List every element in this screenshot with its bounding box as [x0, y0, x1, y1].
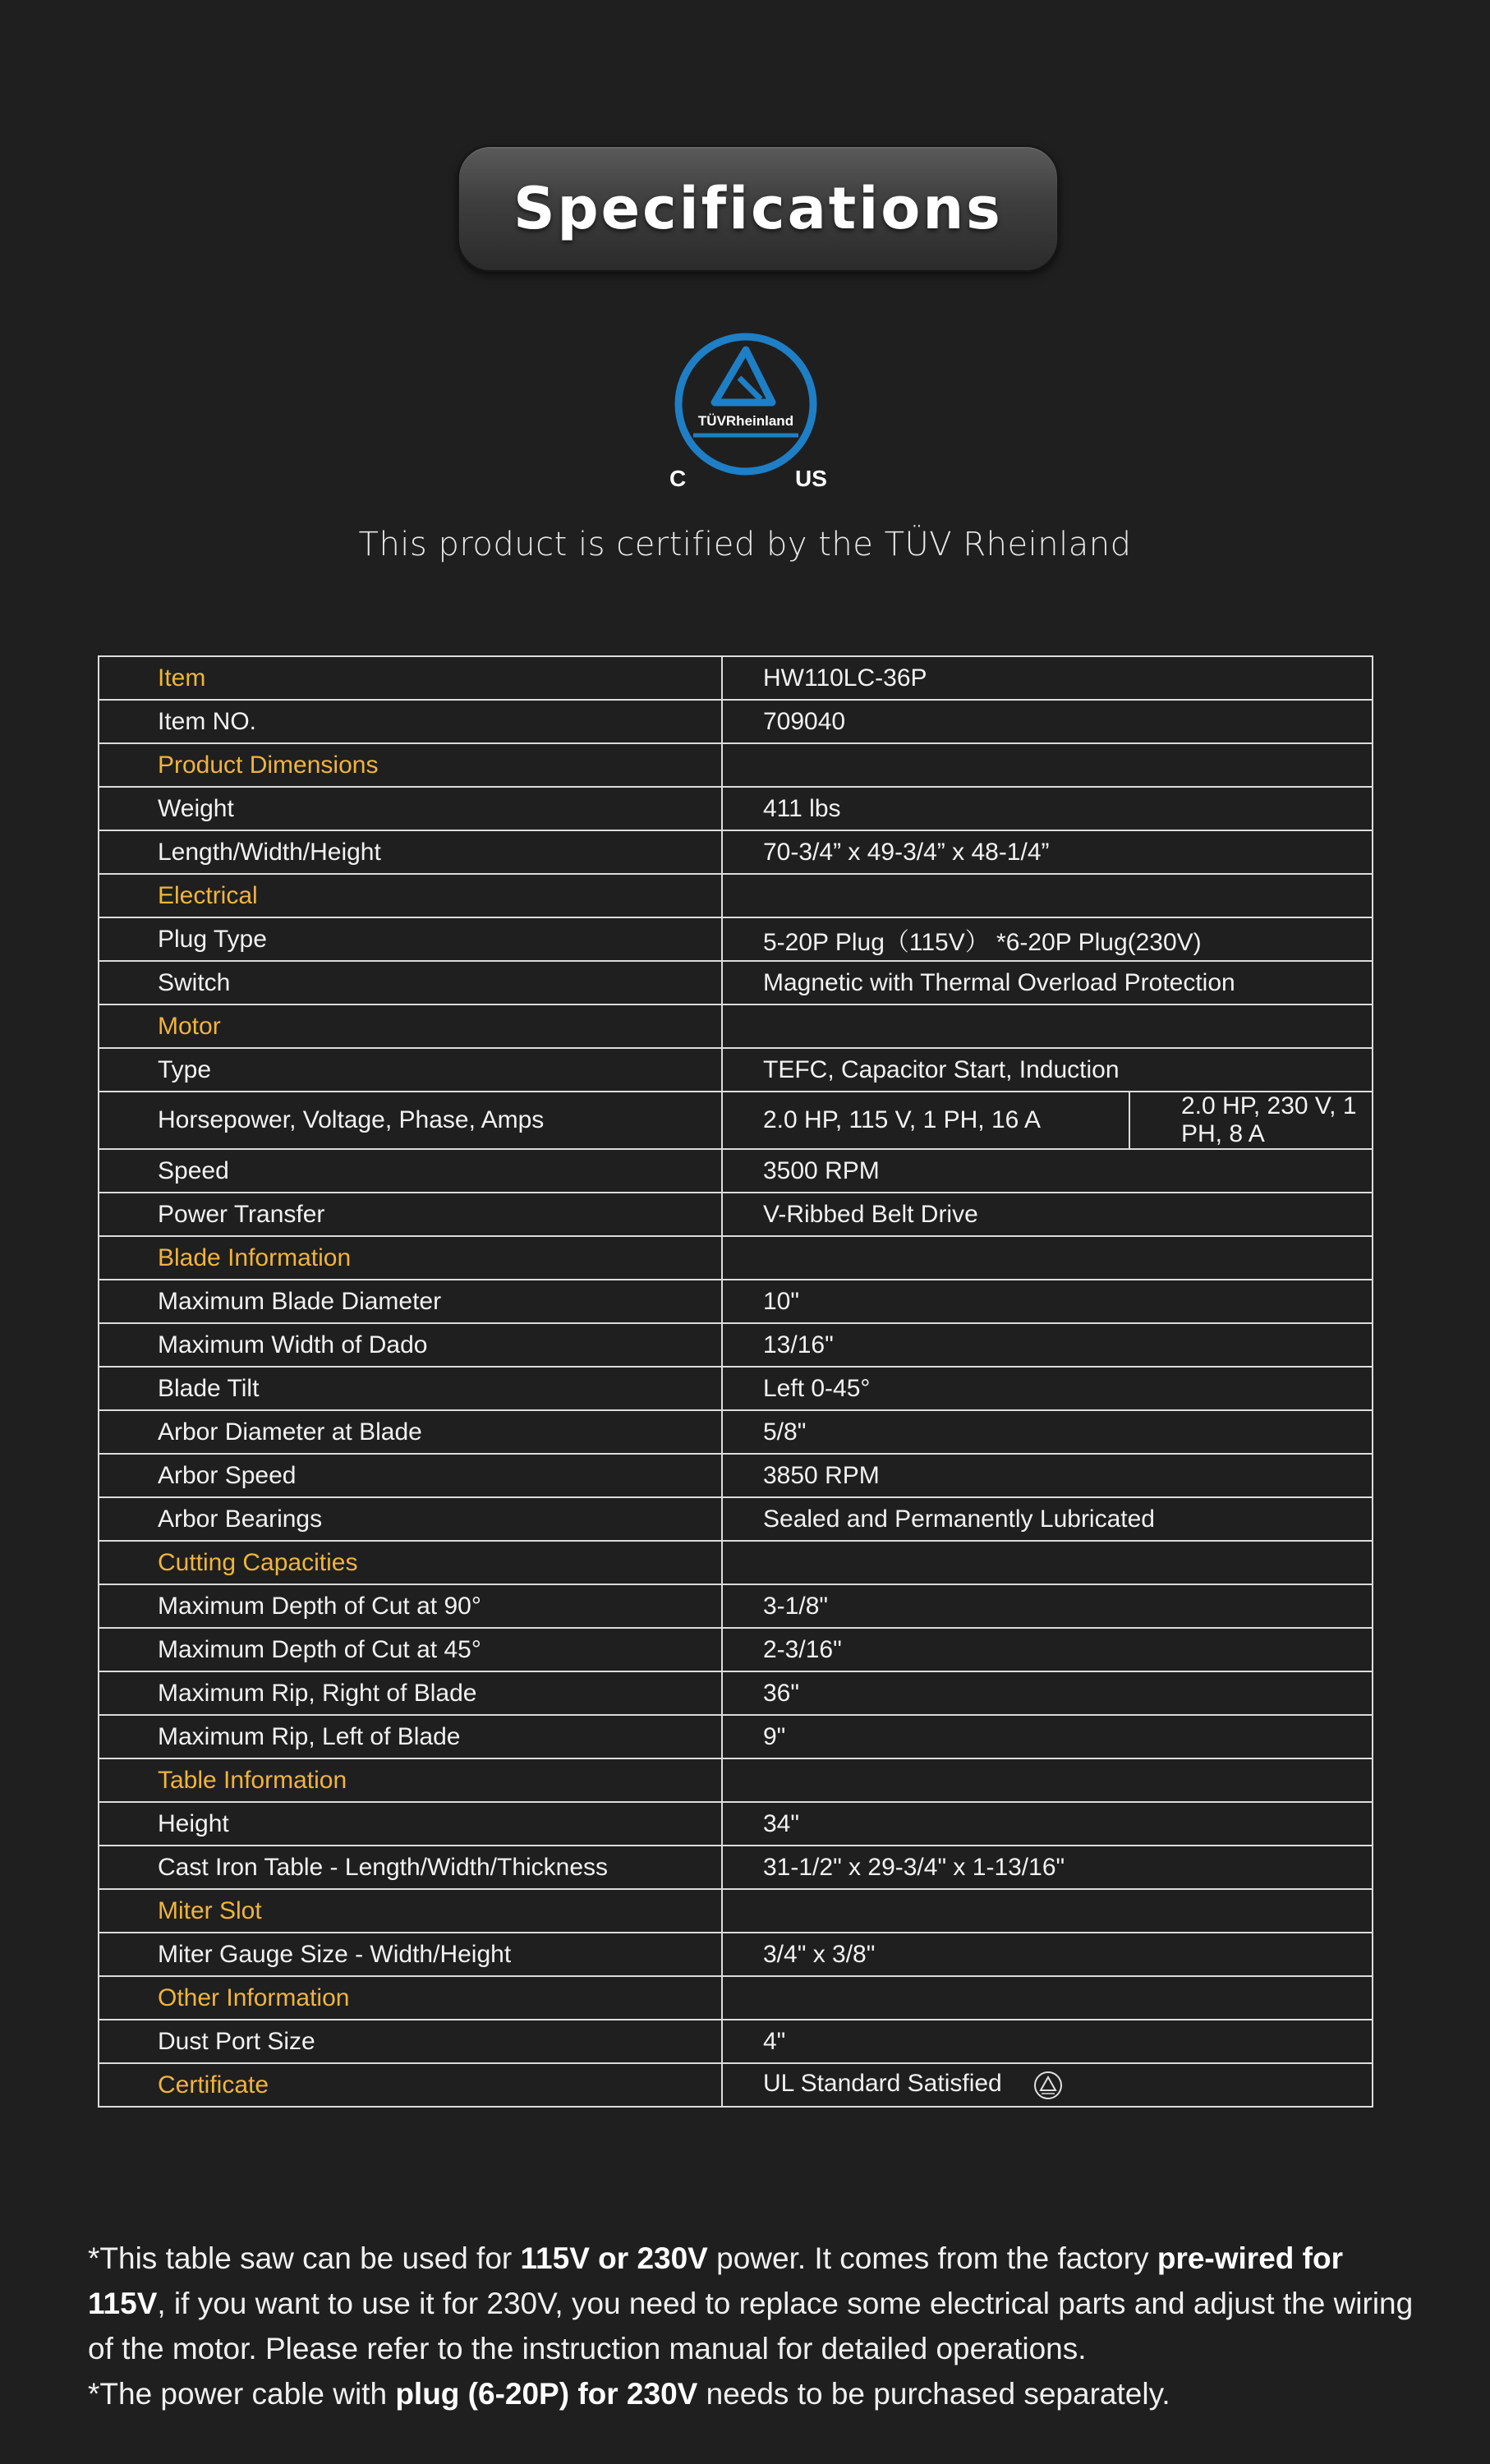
spec-row	[99, 1048, 1373, 1092]
certification-statement: This product is certified by the TÜV Rheinland	[358, 526, 1132, 563]
spec-value	[722, 1758, 1373, 1802]
spec-row	[99, 1976, 1373, 2020]
spec-value	[722, 1454, 1373, 1497]
spec-section-label: Item	[99, 656, 722, 700]
spec-row	[99, 2020, 1373, 2063]
spec-row	[99, 961, 1373, 1004]
spec-row	[99, 874, 1373, 917]
spec-row	[99, 1367, 1373, 1410]
spec-value-text: 3/4" x 3/8"	[763, 1940, 876, 1968]
spec-row	[99, 1004, 1373, 1048]
spec-value	[722, 743, 1373, 787]
spec-value-text: 36"	[763, 1679, 800, 1707]
spec-value	[722, 1004, 1373, 1048]
spec-value-text: 2.0 HP, 115 V, 1 PH, 16 A	[763, 1106, 1042, 1133]
spec-value-230v: 2.0 HP, 230 V, 1 PH, 8 A	[1129, 1092, 1373, 1149]
spec-label: Plug Type	[99, 917, 722, 961]
spec-row	[99, 1410, 1373, 1454]
spec-value	[722, 1889, 1373, 1933]
spec-label: Miter Gauge Size - Width/Height	[99, 1933, 722, 1976]
spec-section-label: Other Information	[99, 1976, 722, 2020]
spec-value-text: 70-3/4” x 49-3/4” x 48-1/4”	[763, 838, 1050, 866]
tuv-logo-text: TÜVRheinland	[697, 413, 794, 429]
spec-value-text: 5-20P Plug（115V） *6-20P Plug(230V)	[763, 928, 1202, 956]
spec-value	[722, 1976, 1373, 2020]
spec-value	[722, 1846, 1373, 1889]
spec-section-label: Miter Slot	[99, 1889, 722, 1933]
spec-value	[722, 1541, 1373, 1584]
spec-value-text: 13/16"	[763, 1331, 834, 1358]
spec-value-text: 3-1/8"	[763, 1592, 829, 1620]
spec-row	[99, 1092, 1373, 1149]
spec-row	[99, 830, 1373, 874]
spec-label: Horsepower, Voltage, Phase, Amps	[99, 1092, 722, 1149]
footnote-power-cable: *The power cable with plug (6-20P) for 230V needs to be purchased separately.	[88, 2377, 1170, 2411]
spec-value	[722, 1048, 1373, 1092]
spec-value-text: Magnetic with Thermal Overload Protection	[763, 968, 1235, 996]
spec-value-text: 9"	[763, 1722, 786, 1750]
spec-row	[99, 743, 1373, 787]
spec-value	[722, 2063, 1373, 2107]
spec-value	[722, 917, 1373, 961]
spec-section-label: Electrical	[99, 874, 722, 917]
spec-value	[722, 830, 1373, 874]
spec-row	[99, 1149, 1373, 1193]
footnote-voltage: *This table saw can be used for 115V or 230V power. It comes from the factory pre-wired for 115V, if you want to use it for 230V, you need to replace some electrical parts and adjust the wiring of the motor. Please refer to the instruction manual for detailed operations.	[88, 2241, 1414, 2365]
spec-value-text: V-Ribbed Belt Drive	[763, 1200, 978, 1228]
spec-row	[99, 1454, 1373, 1497]
spec-row	[99, 656, 1373, 700]
spec-value	[722, 1149, 1373, 1193]
spec-value-text: HW110LC-36P	[763, 664, 927, 692]
spec-row	[99, 1889, 1373, 1933]
spec-section-label: Motor	[99, 1004, 722, 1048]
spec-label: Maximum Blade Diameter	[99, 1280, 722, 1323]
spec-value	[722, 1584, 1373, 1628]
spec-label: Length/Width/Height	[99, 830, 722, 874]
spec-value-text: UL Standard Satisfied	[763, 2070, 1002, 2098]
spec-value	[722, 1323, 1373, 1367]
spec-label: Arbor Speed	[99, 1454, 722, 1497]
spec-value	[722, 2020, 1373, 2063]
spec-row	[99, 1236, 1373, 1280]
spec-label: Arbor Diameter at Blade	[99, 1410, 722, 1454]
spec-value	[722, 787, 1373, 830]
spec-value	[722, 700, 1373, 743]
spec-row	[99, 1671, 1373, 1715]
spec-section-label: Cutting Capacities	[99, 1541, 722, 1584]
spec-value	[722, 1497, 1373, 1541]
spec-row	[99, 1497, 1373, 1541]
spec-label: Blade Tilt	[99, 1367, 722, 1410]
page-title: Specifications	[513, 175, 1003, 242]
spec-label: Item NO.	[99, 700, 722, 743]
spec-label: Switch	[99, 961, 722, 1004]
spec-label: Maximum Rip, Left of Blade	[99, 1715, 722, 1758]
spec-row	[99, 1802, 1373, 1846]
footnote	[88, 2236, 1419, 2416]
spec-row	[99, 2063, 1373, 2107]
spec-value	[722, 1092, 1129, 1149]
spec-label: Maximum Depth of Cut at 90°	[99, 1584, 722, 1628]
c-mark: C	[669, 466, 687, 491]
spec-row	[99, 1758, 1373, 1802]
spec-row	[99, 1193, 1373, 1236]
spec-value-text: 411 lbs	[763, 794, 841, 822]
spec-value-text: 31-1/2" x 29-3/4" x 1-13/16"	[763, 1853, 1065, 1881]
spec-label: Cast Iron Table - Length/Width/Thickness	[99, 1846, 722, 1889]
spec-label: Weight	[99, 787, 722, 830]
spec-value	[722, 1628, 1373, 1671]
spec-row	[99, 787, 1373, 830]
spec-row	[99, 1280, 1373, 1323]
spec-label: Type	[99, 1048, 722, 1092]
spec-value	[722, 1715, 1373, 1758]
spec-value-text: 3850 RPM	[763, 1461, 880, 1489]
spec-row	[99, 917, 1373, 961]
spec-value-text: 2-3/16"	[763, 1635, 842, 1663]
spec-label: Dust Port Size	[99, 2020, 722, 2063]
spec-section-label: Table Information	[99, 1758, 722, 1802]
spec-label: Maximum Depth of Cut at 45°	[99, 1628, 722, 1671]
spec-row	[99, 1541, 1373, 1584]
spec-value	[722, 1410, 1373, 1454]
spec-section-label: Blade Information	[99, 1236, 722, 1280]
spec-label: Maximum Width of Dado	[99, 1323, 722, 1367]
spec-section-label: Certificate	[99, 2063, 722, 2107]
spec-label: Power Transfer	[99, 1193, 722, 1236]
spec-value-text: 3500 RPM	[763, 1156, 880, 1184]
spec-label: Maximum Rip, Right of Blade	[99, 1671, 722, 1715]
us-mark: US	[795, 466, 827, 491]
spec-row	[99, 1628, 1373, 1671]
spec-value	[722, 1193, 1373, 1236]
spec-value	[722, 1671, 1373, 1715]
spec-value-text: 34"	[763, 1809, 800, 1837]
tuv-triangle-icon	[1033, 2071, 1063, 2100]
spec-value	[722, 656, 1373, 700]
spec-row	[99, 1933, 1373, 1976]
spec-label: Arbor Bearings	[99, 1497, 722, 1541]
spec-value	[722, 1280, 1373, 1323]
specifications-table	[98, 655, 1373, 2108]
specifications-title-banner	[458, 145, 1059, 272]
spec-value	[722, 874, 1373, 917]
spec-label: Speed	[99, 1149, 722, 1193]
spec-value-text: 10"	[763, 1287, 800, 1315]
spec-value	[722, 1367, 1373, 1410]
spec-value-text: 5/8"	[763, 1418, 807, 1446]
spec-value-text: Sealed and Permanently Lubricated	[763, 1505, 1155, 1533]
spec-row	[99, 700, 1373, 743]
spec-value-text: Left 0-45°	[763, 1374, 871, 1402]
spec-value-text: 709040	[763, 707, 846, 735]
spec-value-text: 4"	[763, 2027, 786, 2055]
spec-value-text: TEFC, Capacitor Start, Induction	[763, 1055, 1120, 1083]
spec-row	[99, 1584, 1373, 1628]
spec-value	[722, 1933, 1373, 1976]
spec-row	[99, 1846, 1373, 1889]
spec-value	[722, 1236, 1373, 1280]
spec-row	[99, 1323, 1373, 1367]
spec-label: Height	[99, 1802, 722, 1846]
spec-section-label: Product Dimensions	[99, 743, 722, 787]
spec-value	[722, 1802, 1373, 1846]
spec-row	[99, 1715, 1373, 1758]
spec-value	[722, 961, 1373, 1004]
